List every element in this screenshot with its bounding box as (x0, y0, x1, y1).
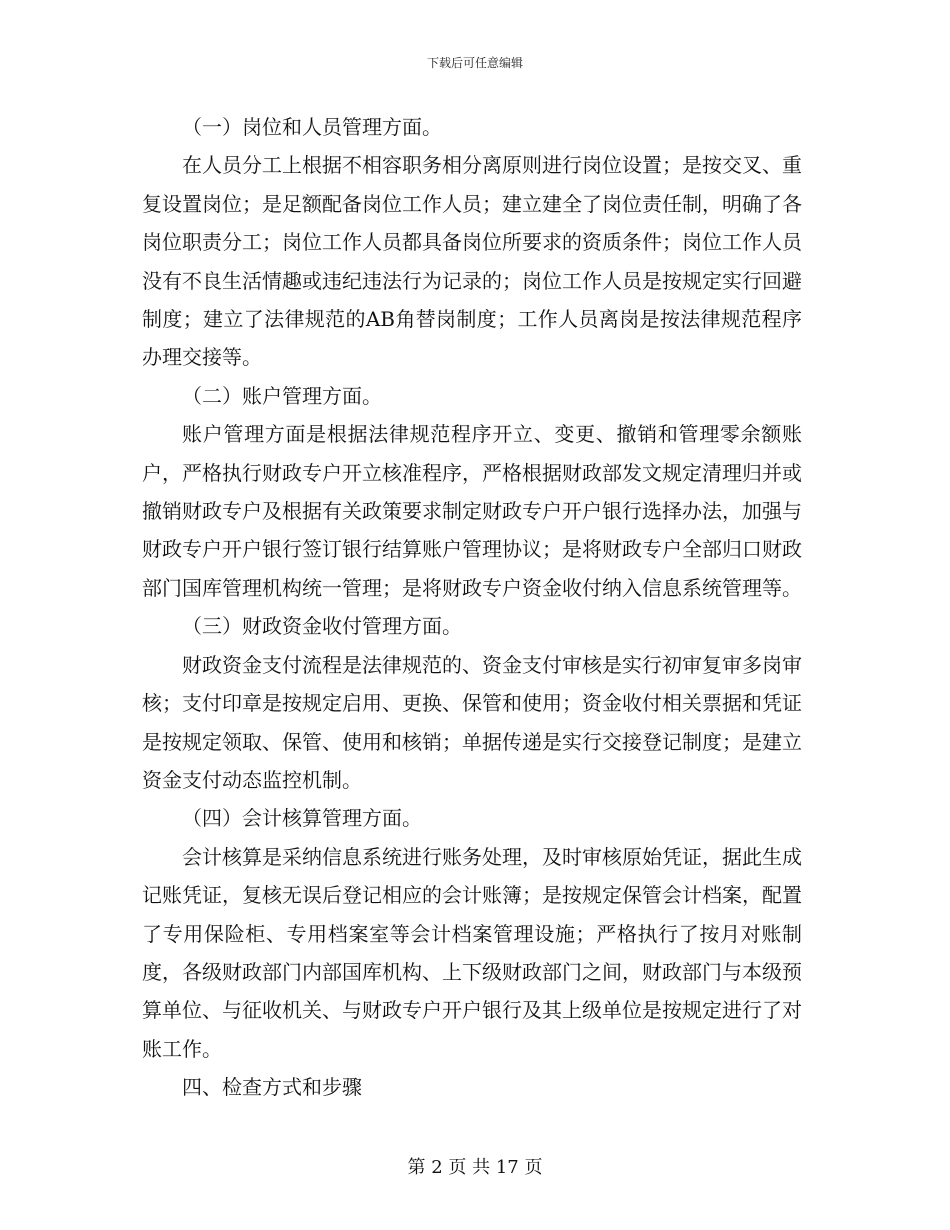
section-heading-accounting: （四）会计核算管理方面。 (182, 806, 422, 831)
paragraph-fund-payment: 财政资金支付流程是法律规范的、资金支付审核是实行初审复审多岗审核；支付印章是按规定启用、更换、保管和使用；资金收付相关票据和凭证是按规定领取、保管、使用和核销；单据传递是实行交接登记制度；是建立资金支付动态监控机制。 (142, 652, 802, 792)
document-body (142, 108, 802, 1107)
section-heading-accounts: （二）账户管理方面。 (182, 383, 382, 408)
section-heading-fund-payment: （三）财政资金收付管理方面。 (182, 614, 462, 639)
paragraph-personnel: 在人员分工上根据不相容职务相分离原则进行岗位设置；是按交叉、重复设置岗位；是足额配备岗位工作人员；建立建全了岗位责任制，明确了各岗位职责分工；岗位工作人员都具备岗位所要求的资质条件；岗位工作人员没有不良生活情趣或违纪违法行为记录的；岗位工作人员是按规定实行回避制度；建立了法律规范的AB角替岗制度；工作人员离岗是按法律规范程序办理交接等。 (142, 153, 802, 370)
page-number: 第 2 页 共 17 页 (407, 1157, 543, 1178)
section-heading-personnel: （一）岗位和人员管理方面。 (182, 115, 442, 139)
paragraph-accounts: 账户管理方面是根据法律规范程序开立、变更、撤销和管理零余额账户，严格执行财政专户开立核准程序，严格根据财政部发文规定清理归并或撤销财政专户及根据有关政策要求制定财政专户开户银行选择办法，加强与财政专户开户银行签订银行结算账户管理协议；是将财政专户全部归口财政部门国库管理机构统一管理；是将财政专户资金收付纳入信息系统管理等。 (142, 422, 802, 600)
section-heading-inspection-method: 四、检查方式和步骤 (182, 1075, 362, 1100)
page-header: 下载后可任意编辑 (426, 56, 523, 70)
paragraph-accounting: 会计核算是采纳信息系统进行账务处理，及时审核原始凭证，据此生成记账凭证，复核无误后登记相应的会计账簿；是按规定保管会计档案，配置了专用保险柜、专用档案室等会计档案管理设施；严格执行了按月对账制度，各级财政部门内部国库机构、上下级财政部门之间，财政部门与本级预算单位、与征收机关、与财政专户开户银行及其上级单位是按规定进行了对账工作。 (142, 844, 802, 1061)
